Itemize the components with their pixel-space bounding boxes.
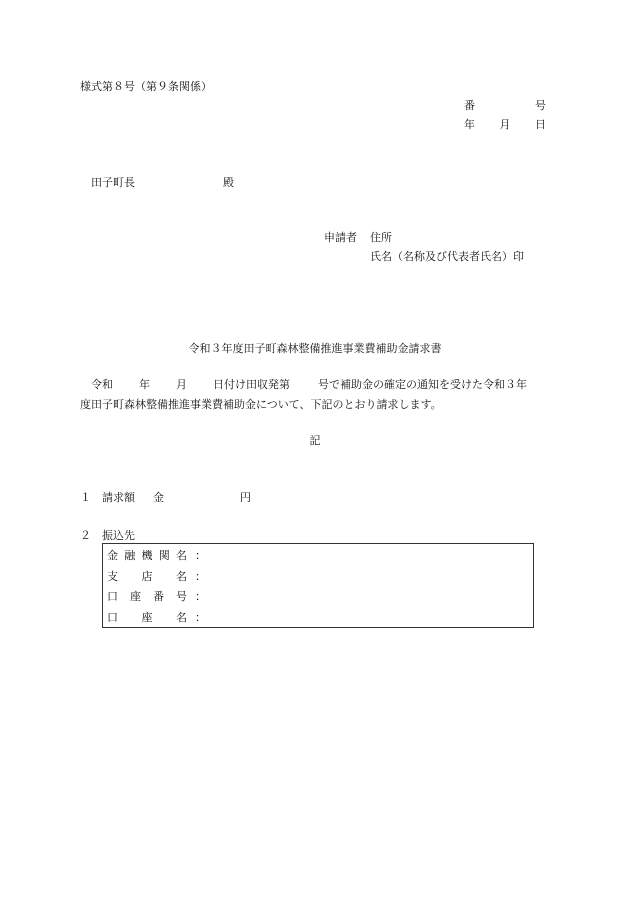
item1-kin: 金 [153, 491, 164, 504]
item1-number: １ [80, 491, 91, 504]
label-char: 名 [176, 549, 187, 562]
date-year: 年 [464, 118, 475, 131]
label-char: 号 [176, 590, 187, 603]
applicant-label: 申請者 [324, 231, 357, 244]
bank-row-account-name [107, 608, 533, 629]
addressee [91, 176, 234, 190]
label-char: 関 [158, 549, 170, 562]
bank-colon: ： [195, 549, 206, 562]
bank-colon: ： [195, 590, 206, 603]
label-char: 名 [176, 610, 187, 624]
label-char: 口 [107, 610, 118, 624]
item2-number: ２ [80, 529, 91, 542]
body-issue: 日付け田収発第 [213, 378, 290, 391]
form-number: 様式第８号（第９条関係） [80, 80, 212, 93]
addressee-name: 田子町長 [91, 176, 135, 189]
document-title: 令和３年度田子町森林整備推進事業費補助金請求書 [188, 342, 442, 355]
label-char: 金 [107, 549, 118, 562]
label-char: 融 [124, 549, 136, 562]
bank-label-account-name [107, 608, 187, 629]
item2-label: 振込先 [102, 529, 135, 542]
item1-yen: 円 [240, 491, 251, 504]
bank-label-account-number [107, 587, 187, 608]
label-char: 番 [153, 590, 164, 603]
bank-row-institution [107, 546, 533, 567]
date-day: 日 [535, 118, 546, 131]
item-claim-amount [80, 491, 251, 505]
bank-colon: ： [195, 569, 206, 583]
bank-label-institution [107, 546, 187, 567]
label-char: 支 [107, 569, 118, 583]
label-char: 座 [141, 610, 153, 624]
body-rest: 号で補助金の確定の通知を受けた令和３年 [318, 378, 527, 391]
applicant-name-label: 氏名（名称及び代表者氏名）印 [370, 250, 524, 263]
label-char: 店 [141, 569, 153, 583]
date-line [464, 118, 546, 132]
number-label: 番 [464, 99, 475, 112]
body-reiwa: 令和 [91, 378, 113, 391]
ki-heading: 記 [309, 434, 321, 447]
bank-label-branch [107, 567, 187, 588]
body-month: 月 [176, 378, 187, 391]
bank-row-account-number [107, 587, 533, 608]
bank-info-box [102, 543, 534, 628]
document-number-line [464, 99, 546, 113]
bank-colon: ： [195, 610, 206, 624]
label-char: 機 [141, 549, 153, 562]
body-line-1 [80, 378, 550, 392]
item1-label: 請求額 [102, 491, 135, 504]
label-char: 座 [130, 590, 141, 603]
applicant-address-label: 住所 [370, 231, 392, 244]
number-suffix: 号 [535, 99, 546, 112]
date-month: 月 [499, 118, 511, 131]
addressee-honorific: 殿 [223, 176, 234, 189]
bank-row-branch [107, 567, 533, 588]
label-char: 名 [176, 569, 187, 583]
item-transfer-destination [80, 529, 135, 543]
label-char: 口 [107, 590, 118, 603]
body-line-2: 度田子町森林整備推進事業費補助金について、下記のとおり請求します。 [80, 398, 442, 411]
body-year: 年 [139, 378, 150, 391]
